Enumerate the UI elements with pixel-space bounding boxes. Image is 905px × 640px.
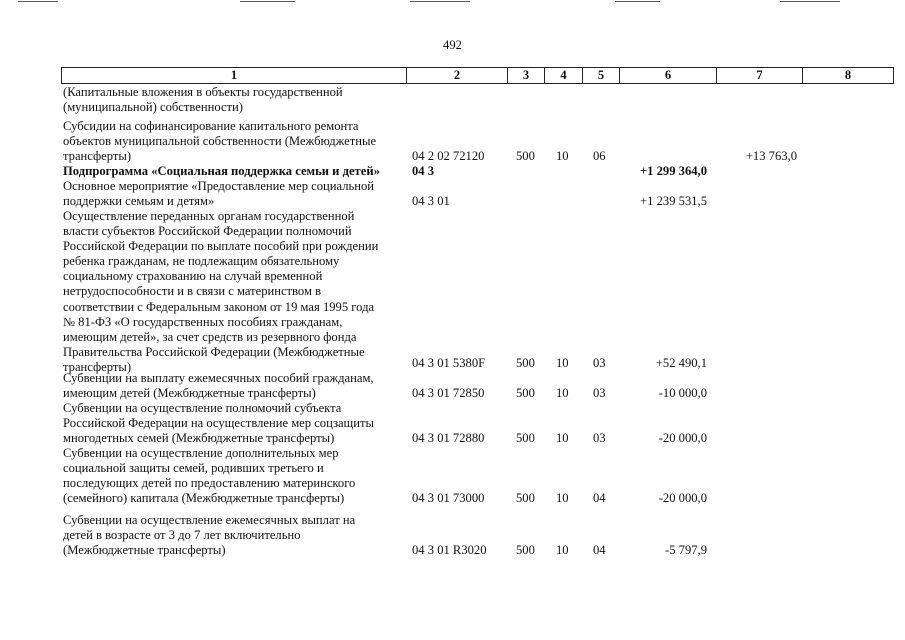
description-line: (семейного) капитала (Межбюджетные трансферты) [63, 491, 345, 506]
description-line: Субсидии на софинансирование капитального ремонта [63, 119, 359, 133]
description-line: социальному страхованию на случай временной [63, 269, 323, 284]
subsection-code: 04 [593, 491, 606, 505]
header-col-4: 4 [544, 67, 582, 84]
subsection-code: 03 [593, 356, 606, 370]
expense-type: 500 [516, 543, 535, 557]
description-line: Осуществление переданных органам государственной [63, 209, 355, 223]
budget-code: 04 3 [412, 164, 435, 178]
description-line: социальной защиты семей, родивших третьего и [63, 461, 324, 476]
description-line: соответствии с Федеральным законом от 19 мая 1995 года [63, 299, 375, 314]
description-line: (Межбюджетные трансферты) [63, 543, 226, 558]
amount-col-7: +13 763,0 [745, 149, 797, 163]
page-number: 492 [443, 38, 462, 52]
header-col-8: 8 [802, 67, 894, 84]
description-line: власти субъектов Российской Федерации полномочий [63, 224, 352, 239]
description-line: Российской Федерации на осуществление мер соцзащиты [63, 416, 374, 431]
row-description [63, 513, 400, 558]
budget-code: 04 3 01 5380F [412, 356, 486, 370]
description-line: (муниципальной) собственности) [63, 100, 243, 115]
description-line: имеющим детей (Межбюджетные трансферты) [63, 386, 316, 401]
subsection-code: 03 [593, 431, 606, 445]
subsection-code: 06 [593, 149, 606, 163]
amount-col-6: -10 000,0 [658, 386, 707, 400]
section-code: 10 [556, 543, 569, 557]
amount-col-6: +1 299 364,0 [640, 164, 707, 178]
expense-type: 500 [516, 356, 535, 370]
amount-col-6: +1 239 531,5 [640, 194, 707, 208]
description-line: Основное мероприятие «Предоставление мер социальной [63, 179, 375, 193]
description-line: имеющим детей», за счет средств из резервного фонда [63, 329, 357, 344]
budget-code: 04 3 01 72850 [412, 386, 485, 400]
description-line: ребенка гражданам, не подлежащим обязательному [63, 254, 340, 269]
header-col-1: 1 [61, 67, 406, 84]
row-description [63, 179, 400, 209]
description-line: поддержки семьям и детям» [63, 194, 215, 209]
amount-col-6: -20 000,0 [658, 491, 707, 505]
row-description [63, 209, 400, 375]
header-col-2: 2 [406, 67, 507, 84]
budget-code: 04 3 01 72880 [412, 431, 485, 445]
row-description [63, 446, 400, 506]
description-line: Подпрограмма «Социальная поддержка семьи и детей» [63, 164, 380, 178]
header-col-6: 6 [619, 67, 716, 84]
description-line: Субвенции на осуществление ежемесячных выплат на [63, 513, 356, 527]
amount-col-6: -5 797,9 [665, 543, 707, 557]
amount-col-6: +52 490,1 [655, 356, 707, 370]
expense-type: 500 [516, 386, 535, 400]
section-code: 10 [556, 149, 569, 163]
row-description [63, 85, 400, 115]
header-col-5: 5 [582, 67, 619, 84]
section-code: 10 [556, 491, 569, 505]
description-line: последующих детей по предоставлению материнского [63, 476, 356, 491]
description-line: Российской Федерации по выплате пособий при рождении [63, 239, 379, 254]
budget-code: 04 3 01 73000 [412, 491, 485, 505]
description-line: Субвенции на выплату ежемесячных пособий гражданам, [63, 371, 374, 385]
description-line: детей в возрасте от 3 до 7 лет включительно [63, 528, 301, 543]
description-line: (Капитальные вложения в объекты государственной [63, 85, 343, 99]
row-description [63, 119, 400, 164]
header-col-7: 7 [716, 67, 802, 84]
budget-code: 04 3 01 [412, 194, 450, 208]
description-line: Правительства Российской Федерации (Межбюджетные [63, 344, 365, 359]
expense-type: 500 [516, 431, 535, 445]
budget-code: 04 3 01 R3020 [412, 543, 487, 557]
description-line: многодетных семей (Межбюджетные трансферты) [63, 431, 335, 446]
description-line: нетрудоспособности и в связи с материнством в [63, 284, 322, 299]
expense-type: 500 [516, 149, 535, 163]
subsection-code: 03 [593, 386, 606, 400]
section-code: 10 [556, 356, 569, 370]
subsection-code: 04 [593, 543, 606, 557]
description-line: Субвенции на осуществление дополнительных мер [63, 446, 339, 460]
header-col-3: 3 [507, 67, 544, 84]
amount-col-6: -20 000,0 [658, 431, 707, 445]
description-line: № 81-ФЗ «О государственных пособиях гражданам, [63, 314, 343, 329]
description-line: трансферты) [63, 149, 132, 164]
row-description [63, 164, 400, 179]
description-line: Субвенции на осуществление полномочий субъекта [63, 401, 342, 415]
row-description [63, 371, 400, 401]
description-line: трансферты) [63, 359, 132, 374]
section-code: 10 [556, 386, 569, 400]
row-description [63, 401, 400, 446]
budget-code: 04 2 02 72120 [412, 149, 485, 163]
description-line: объектов муниципальной собственности (Межбюджетные [63, 134, 377, 149]
expense-type: 500 [516, 491, 535, 505]
section-code: 10 [556, 431, 569, 445]
